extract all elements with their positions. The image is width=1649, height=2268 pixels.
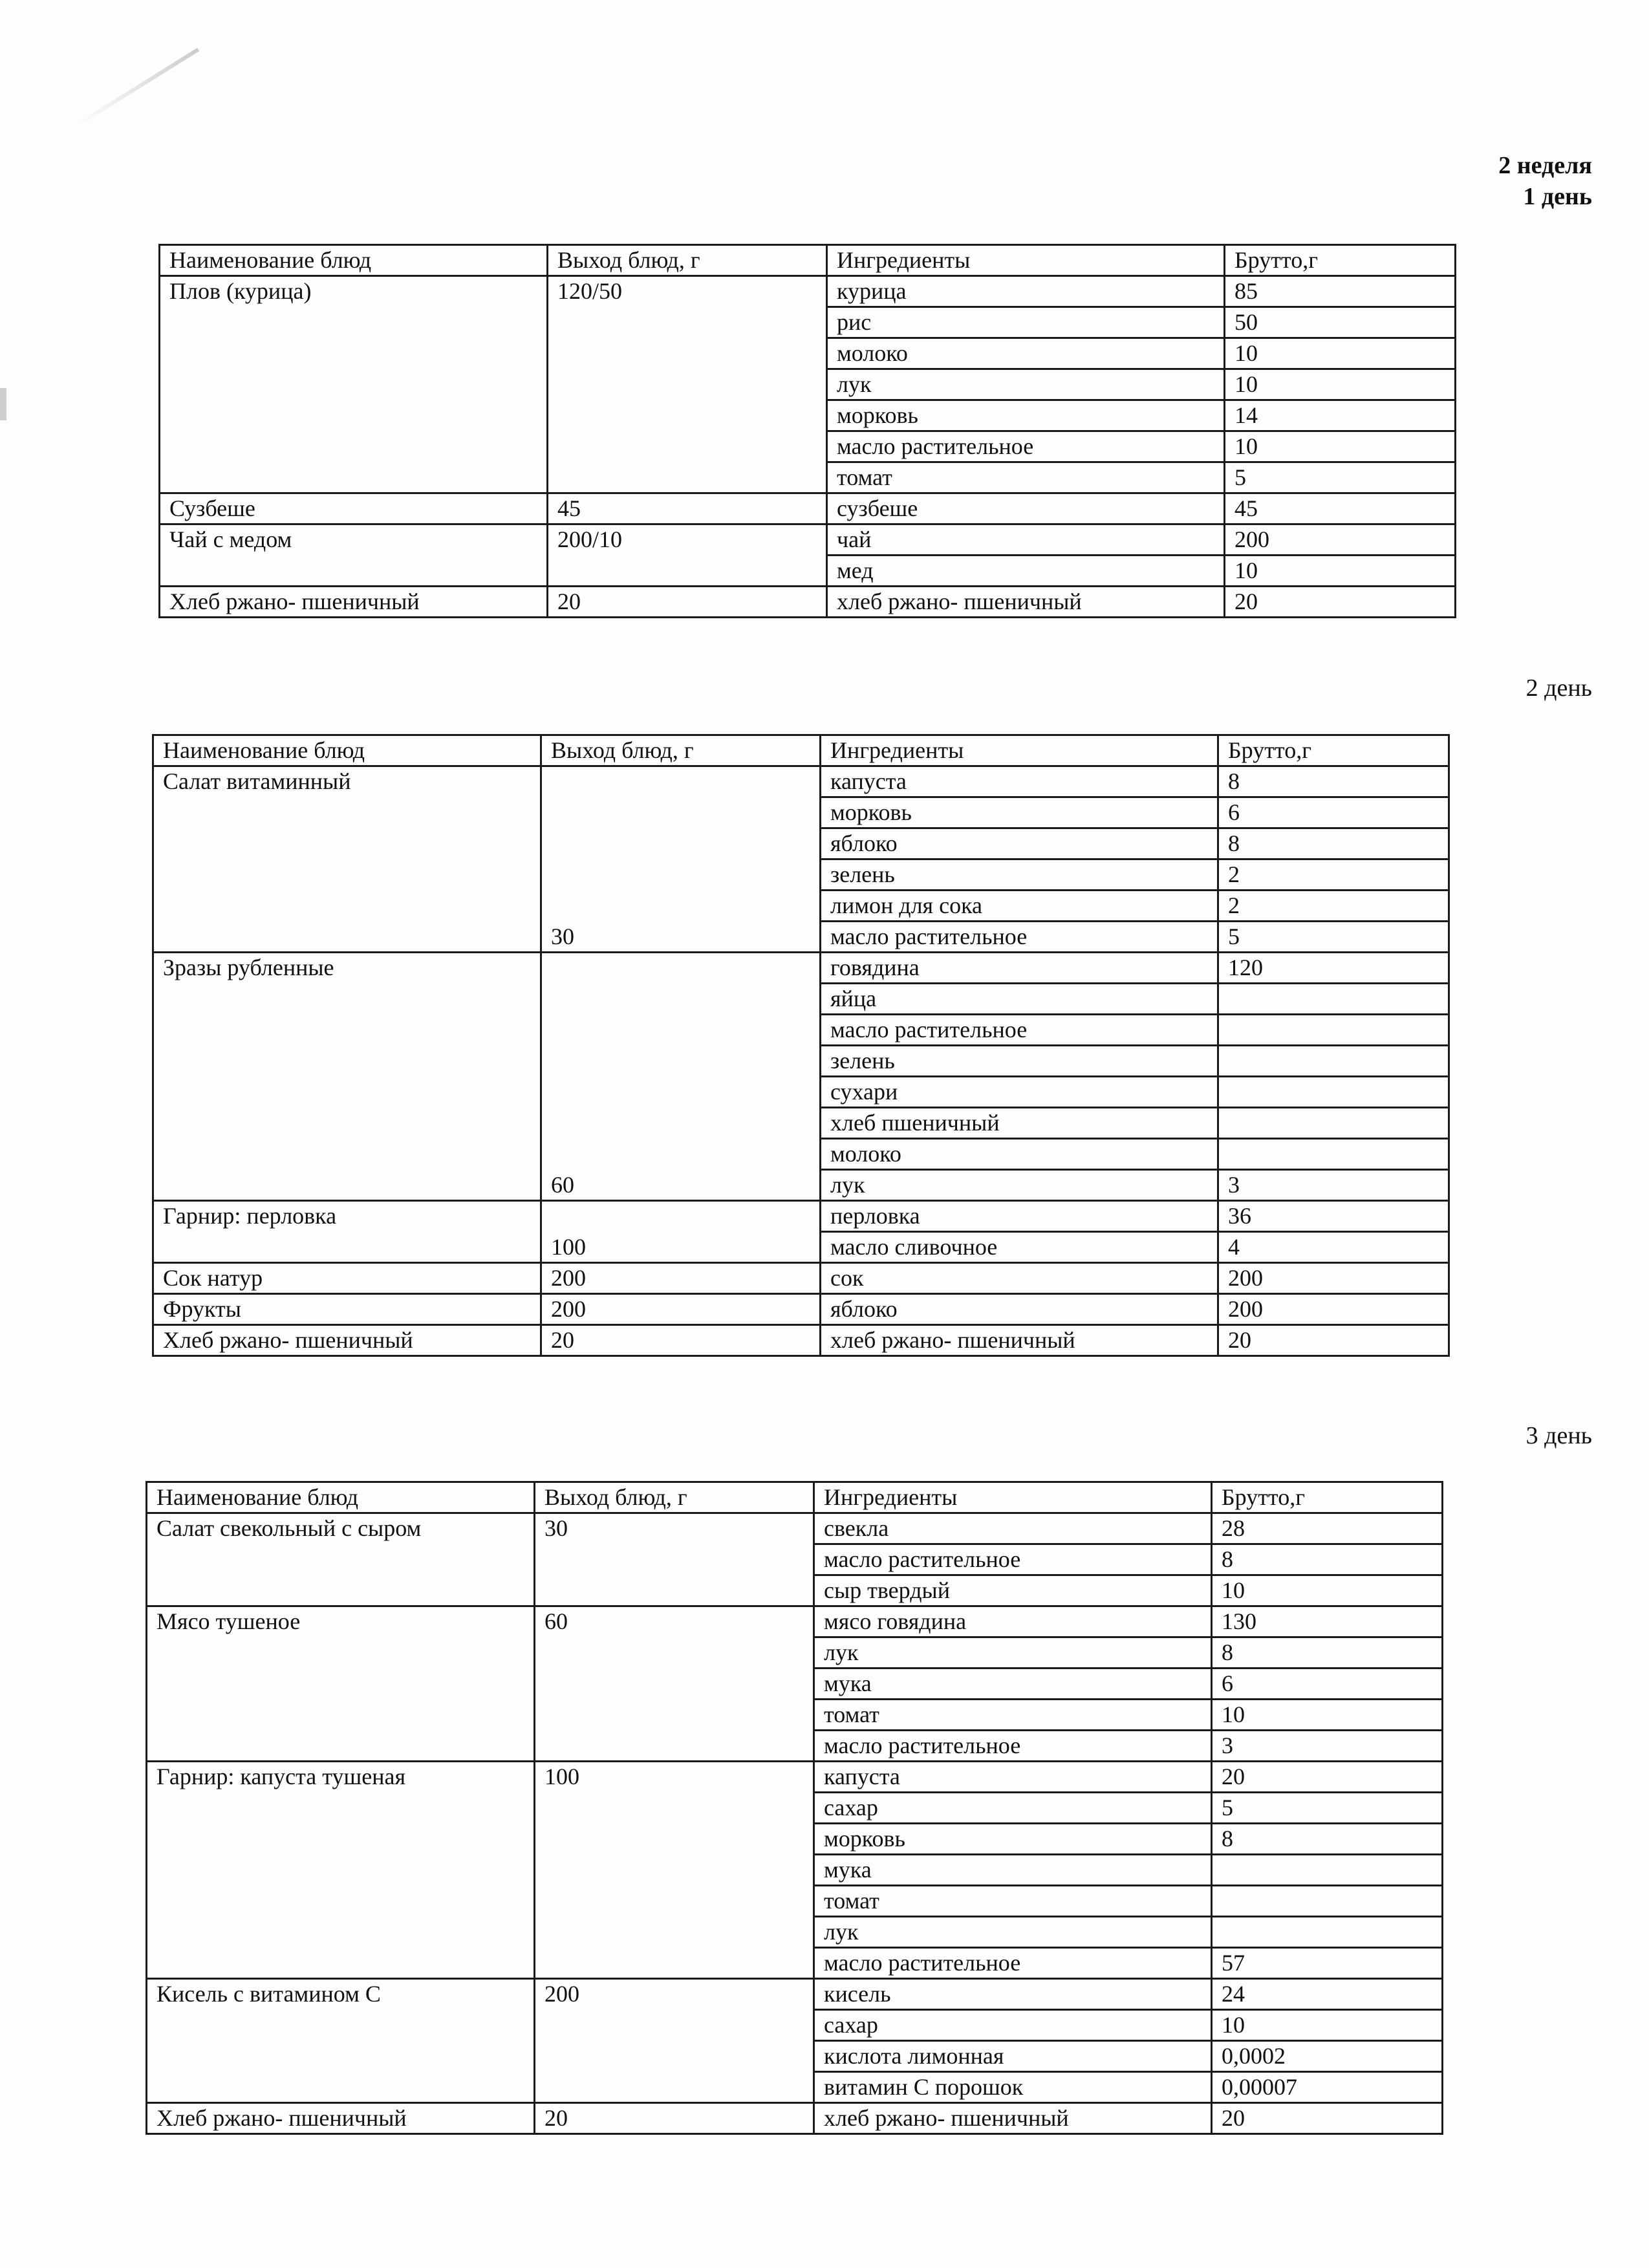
dish-name: Кисель с витамином С <box>147 1979 535 2103</box>
column-header-dish: Наименование блюд <box>147 1482 535 1513</box>
dish-yield: 60 <box>541 953 821 1201</box>
table-row <box>147 1979 1443 2010</box>
ingredient-name: молоко <box>821 1139 1218 1170</box>
dish-name: Салат свекольный с сыром <box>147 1513 535 1606</box>
column-header-yield: Выход блюд, г <box>541 735 821 766</box>
column-header-yield: Выход блюд, г <box>548 245 827 276</box>
ingredient-gross: 10 <box>1225 431 1456 462</box>
ingredient-gross: 3 <box>1212 1731 1443 1762</box>
ingredient-gross <box>1218 1046 1449 1077</box>
ingredient-name: масло растительное <box>827 431 1225 462</box>
ingredient-name: мука <box>814 1669 1212 1700</box>
dish-yield: 200 <box>541 1294 821 1325</box>
ingredient-name: витамин С порошок <box>814 2072 1212 2103</box>
table-row <box>153 1325 1449 1356</box>
ingredient-name: лук <box>814 1917 1212 1948</box>
ingredient-gross: 50 <box>1225 307 1456 338</box>
ingredient-gross: 8 <box>1212 1637 1443 1669</box>
table-header-row <box>147 1482 1443 1513</box>
ingredient-gross: 10 <box>1225 338 1456 369</box>
ingredient-name: масло растительное <box>814 1731 1212 1762</box>
column-header-gross: Брутто,г <box>1218 735 1449 766</box>
ingredient-name: масло растительное <box>814 1544 1212 1575</box>
table-row <box>153 1263 1449 1294</box>
ingredient-name: лук <box>814 1637 1212 1669</box>
ingredient-name: говядина <box>821 953 1218 984</box>
ingredient-gross: 45 <box>1225 493 1456 524</box>
ingredient-name: морковь <box>821 797 1218 828</box>
ingredient-name: морковь <box>814 1824 1212 1855</box>
ingredient-name: томат <box>814 1700 1212 1731</box>
table-row <box>160 276 1456 307</box>
column-header-dish: Наименование блюд <box>153 735 541 766</box>
ingredient-gross: 2 <box>1218 859 1449 891</box>
ingredient-gross: 8 <box>1218 828 1449 859</box>
table-header-row <box>160 245 1456 276</box>
ingredient-gross: 20 <box>1212 2103 1443 2134</box>
dish-yield: 100 <box>535 1762 814 1979</box>
ingredient-gross <box>1212 1886 1443 1917</box>
dish-name: Сузбеше <box>160 493 548 524</box>
ingredient-gross: 85 <box>1225 276 1456 307</box>
ingredient-name: кислота лимонная <box>814 2041 1212 2072</box>
ingredient-name: сухари <box>821 1077 1218 1108</box>
dish-name: Хлеб ржано- пшеничный <box>153 1325 541 1356</box>
ingredient-name: сузбеше <box>827 493 1225 524</box>
ingredient-gross: 36 <box>1218 1201 1449 1232</box>
table-row <box>147 1606 1443 1637</box>
dish-yield: 20 <box>541 1325 821 1356</box>
ingredient-gross: 0,0002 <box>1212 2041 1443 2072</box>
ingredient-gross: 8 <box>1212 1824 1443 1855</box>
column-header-gross: Брутто,г <box>1225 245 1456 276</box>
day-2-menu-table <box>152 734 1450 1357</box>
ingredient-name: чай <box>827 524 1225 556</box>
ingredient-name: хлеб ржано- пшеничный <box>821 1325 1218 1356</box>
day-2-heading: 2 день <box>1525 675 1592 702</box>
ingredient-gross: 8 <box>1218 766 1449 797</box>
ingredient-gross: 5 <box>1225 462 1456 493</box>
ingredient-name: масло растительное <box>821 1015 1218 1046</box>
ingredient-name: молоко <box>827 338 1225 369</box>
ingredient-gross: 2 <box>1218 891 1449 922</box>
dish-yield: 20 <box>535 2103 814 2134</box>
dish-yield: 120/50 <box>548 276 827 493</box>
table-row <box>147 1513 1443 1544</box>
dish-yield: 200 <box>535 1979 814 2103</box>
ingredient-gross: 4 <box>1218 1232 1449 1263</box>
ingredient-name: лимон для сока <box>821 891 1218 922</box>
ingredient-gross: 0,00007 <box>1212 2072 1443 2103</box>
dish-yield: 45 <box>548 493 827 524</box>
ingredient-name: сахар <box>814 1793 1212 1824</box>
column-header-ingredients: Ингредиенты <box>827 245 1225 276</box>
day-3-heading: 3 день <box>1525 1422 1592 1449</box>
ingredient-gross: 5 <box>1218 922 1449 953</box>
ingredient-name: лук <box>821 1170 1218 1201</box>
ingredient-name: рис <box>827 307 1225 338</box>
day-3-menu-table <box>146 1481 1443 2135</box>
ingredient-name: капуста <box>821 766 1218 797</box>
ingredient-name: зелень <box>821 1046 1218 1077</box>
ingredient-gross <box>1218 1015 1449 1046</box>
table-row <box>160 587 1456 618</box>
table-row <box>160 493 1456 524</box>
ingredient-name: хлеб пшеничный <box>821 1108 1218 1139</box>
ingredient-name: хлеб ржано- пшеничный <box>814 2103 1212 2134</box>
ingredient-gross: 24 <box>1212 1979 1443 2010</box>
column-header-dish: Наименование блюд <box>160 245 548 276</box>
ingredient-gross <box>1218 984 1449 1015</box>
ingredient-gross: 10 <box>1225 369 1456 400</box>
ingredient-name: кисель <box>814 1979 1212 2010</box>
column-header-gross: Брутто,г <box>1212 1482 1443 1513</box>
ingredient-gross: 10 <box>1225 556 1456 587</box>
dish-name: Гарнир: перловка <box>153 1201 541 1263</box>
dish-yield: 200/10 <box>548 524 827 587</box>
ingredient-name: свекла <box>814 1513 1212 1544</box>
dish-name: Хлеб ржано- пшеничный <box>160 587 548 618</box>
table-row <box>147 2103 1443 2134</box>
dish-name: Зразы рубленные <box>153 953 541 1201</box>
ingredient-name: масло растительное <box>814 1948 1212 1979</box>
week-heading: 2 неделя <box>1498 152 1592 179</box>
ingredient-name: перловка <box>821 1201 1218 1232</box>
ingredient-name: капуста <box>814 1762 1212 1793</box>
table-row <box>153 1294 1449 1325</box>
column-header-yield: Выход блюд, г <box>535 1482 814 1513</box>
table-row <box>153 953 1449 984</box>
ingredient-gross: 28 <box>1212 1513 1443 1544</box>
table-row <box>160 524 1456 556</box>
ingredient-gross: 200 <box>1218 1294 1449 1325</box>
ingredient-gross: 10 <box>1212 1575 1443 1606</box>
ingredient-gross <box>1212 1855 1443 1886</box>
column-header-ingredients: Ингредиенты <box>814 1482 1212 1513</box>
ingredient-gross: 20 <box>1225 587 1456 618</box>
ingredient-gross: 20 <box>1212 1762 1443 1793</box>
ingredient-gross: 200 <box>1225 524 1456 556</box>
ingredient-name: мука <box>814 1855 1212 1886</box>
day-1-heading: 1 день <box>1523 183 1592 210</box>
ingredient-gross: 10 <box>1212 2010 1443 2041</box>
ingredient-name: сахар <box>814 2010 1212 2041</box>
ingredient-name: томат <box>814 1886 1212 1917</box>
ingredient-name: хлеб ржано- пшеничный <box>827 587 1225 618</box>
table-header-row <box>153 735 1449 766</box>
ingredient-gross <box>1212 1917 1443 1948</box>
ingredient-name: сок <box>821 1263 1218 1294</box>
ingredient-gross: 130 <box>1212 1606 1443 1637</box>
ingredient-name: морковь <box>827 400 1225 431</box>
table-row <box>153 766 1449 797</box>
ingredient-gross: 120 <box>1218 953 1449 984</box>
dish-name: Чай с медом <box>160 524 548 587</box>
ingredient-name: лук <box>827 369 1225 400</box>
ingredient-gross <box>1218 1077 1449 1108</box>
dish-yield: 200 <box>541 1263 821 1294</box>
ingredient-name: сыр твердый <box>814 1575 1212 1606</box>
ingredient-gross: 200 <box>1218 1263 1449 1294</box>
ingredient-gross: 6 <box>1218 797 1449 828</box>
ingredient-name: яйца <box>821 984 1218 1015</box>
ingredient-gross: 57 <box>1212 1948 1443 1979</box>
ingredient-name: мясо говядина <box>814 1606 1212 1637</box>
dish-yield: 20 <box>548 587 827 618</box>
dish-yield: 60 <box>535 1606 814 1762</box>
dish-name: Плов (курица) <box>160 276 548 493</box>
scan-edge-artifact <box>0 388 6 420</box>
dish-name: Салат витаминный <box>153 766 541 953</box>
ingredient-gross: 14 <box>1225 400 1456 431</box>
ingredient-gross <box>1218 1108 1449 1139</box>
ingredient-name: яблоко <box>821 1294 1218 1325</box>
ingredient-gross: 5 <box>1212 1793 1443 1824</box>
ingredient-name: курица <box>827 276 1225 307</box>
column-header-ingredients: Ингредиенты <box>821 735 1218 766</box>
ingredient-gross: 20 <box>1218 1325 1449 1356</box>
day-1-menu-table <box>158 244 1456 618</box>
dish-yield: 100 <box>541 1201 821 1263</box>
ingredient-name: яблоко <box>821 828 1218 859</box>
dish-name: Фрукты <box>153 1294 541 1325</box>
table-row <box>147 1762 1443 1793</box>
table-row <box>153 1201 1449 1232</box>
ingredient-name: масло растительное <box>821 922 1218 953</box>
ingredient-gross: 8 <box>1212 1544 1443 1575</box>
dish-name: Сок натур <box>153 1263 541 1294</box>
scan-artifact <box>76 48 199 127</box>
dish-name: Гарнир: капуста тушеная <box>147 1762 535 1979</box>
dish-yield: 30 <box>535 1513 814 1606</box>
dish-name: Хлеб ржано- пшеничный <box>147 2103 535 2134</box>
dish-name: Мясо тушеное <box>147 1606 535 1762</box>
ingredient-gross <box>1218 1139 1449 1170</box>
ingredient-name: томат <box>827 462 1225 493</box>
dish-yield: 30 <box>541 766 821 953</box>
ingredient-name: мед <box>827 556 1225 587</box>
ingredient-gross: 6 <box>1212 1669 1443 1700</box>
ingredient-gross: 10 <box>1212 1700 1443 1731</box>
ingredient-gross: 3 <box>1218 1170 1449 1201</box>
ingredient-name: масло сливочное <box>821 1232 1218 1263</box>
ingredient-name: зелень <box>821 859 1218 891</box>
